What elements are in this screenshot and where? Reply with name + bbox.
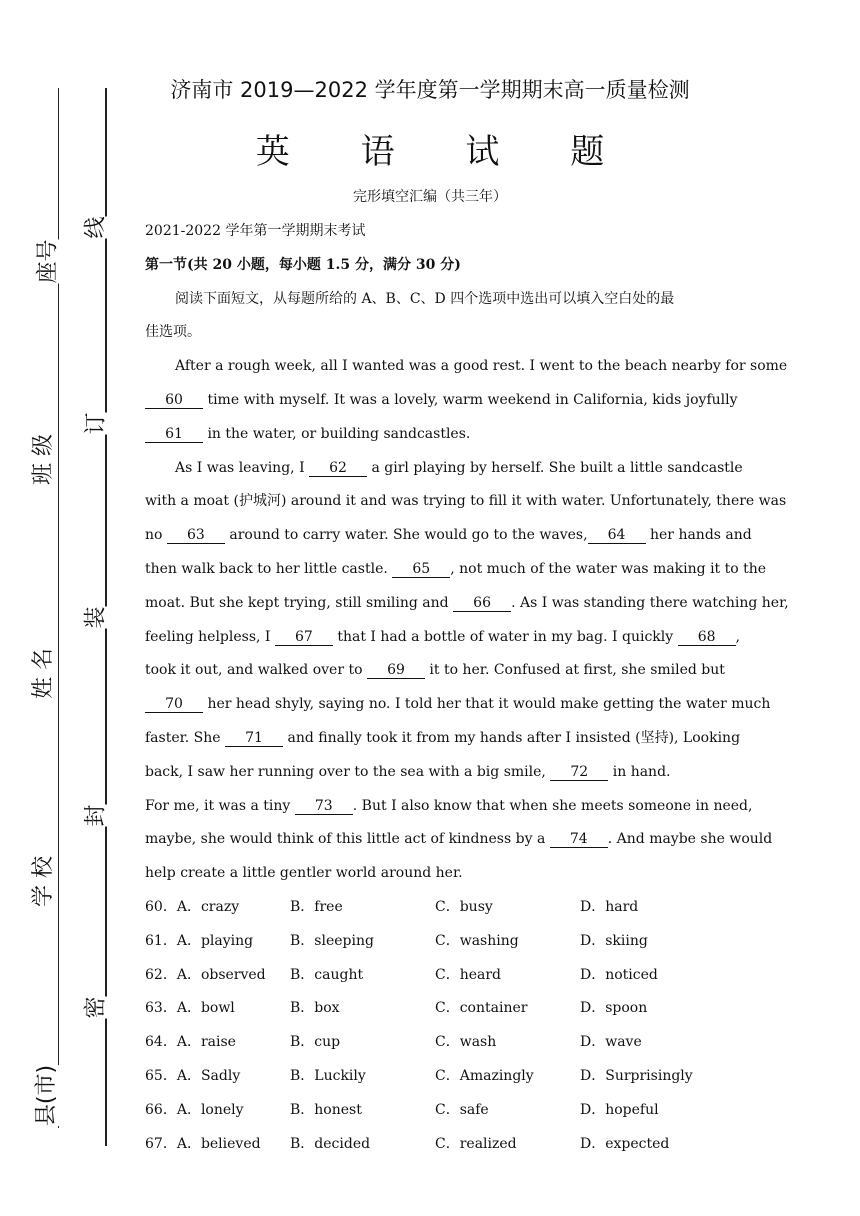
answer-options [145,896,725,1166]
option-a[interactable] [145,930,290,964]
seal-char-feng: 封 [77,804,112,826]
exam-content [145,220,789,1166]
option-text: C．realized [435,1135,517,1152]
option-a[interactable] [145,964,290,998]
option-c[interactable] [435,964,580,998]
answer-blank[interactable]: 65 [392,561,450,578]
option-a[interactable] [145,1031,290,1065]
option-c[interactable] [435,997,580,1031]
option-text: C．heard [435,966,502,983]
field-school: 学 校 [26,856,57,907]
option-text: A．playing [176,932,254,949]
option-c[interactable] [435,930,580,964]
field-class: 班 级 [26,434,57,485]
option-c[interactable] [435,1099,580,1133]
question-options-row [145,1133,725,1167]
option-d[interactable] [580,997,725,1031]
passage-line [145,659,725,693]
option-text: A．bowl [176,1000,235,1017]
passage-line [145,828,773,862]
option-text: B．cup [290,1034,341,1051]
option-b[interactable] [290,1031,435,1065]
passage-text: , not much of the water was making it to the [450,560,767,577]
answer-blank[interactable]: 63 [167,527,225,544]
passage-line [145,727,741,761]
passage-text: no [145,527,167,544]
option-a[interactable] [145,997,290,1031]
option-b[interactable] [290,930,435,964]
passage-line [145,423,725,457]
option-d[interactable] [580,930,725,964]
option-text: A．believed [176,1135,261,1152]
option-b[interactable] [290,896,435,930]
answer-blank[interactable]: 67 [275,629,333,646]
passage-text: help create a little gentler world around her. [145,865,463,882]
option-a[interactable] [145,896,290,930]
passage-text: . But I also know that when she meets someone in need, [352,797,753,814]
passage-text: As I was leaving, I [175,459,310,476]
question-number: 63． [145,1000,177,1017]
option-text: C．Amazingly [435,1067,534,1084]
option-text: A．crazy [176,898,240,915]
passage-text: . And maybe she would [607,831,773,848]
option-c[interactable] [435,896,580,930]
passage-line [145,862,725,896]
passage-line [145,389,738,423]
part-title: 第一节(共 20 小题，每小题 1.5 分，满分 30 分) [145,256,461,273]
passage-line [145,490,787,524]
seal-char-mi: 密 [77,996,112,1018]
option-text: C．busy [435,898,493,915]
passage-text: a girl playing by herself. She built a little sandcastle [367,459,743,476]
passage-text: back, I saw her running over to the sea with a big smile, [145,763,551,780]
option-text: D．hard [580,898,639,915]
passage-text: that I had a bottle of water in my bag. I quickly [332,628,678,645]
option-d[interactable] [580,1099,725,1133]
option-text: B．box [290,1000,340,1017]
option-b[interactable] [290,1099,435,1133]
question-options-row [145,964,725,998]
passage-line [145,626,741,660]
passage-line [145,693,771,727]
instruction-line: 佳选项。 [145,324,201,341]
field-seat-number: 座号 [31,239,62,283]
option-d[interactable] [580,1065,725,1099]
question-number: 66． [145,1101,177,1118]
exam-heading: 济南市 2019—2022 学年度第一学期期末高一质量检测 [170,78,690,102]
option-b[interactable] [290,964,435,998]
option-c[interactable] [435,1031,580,1065]
option-a[interactable] [145,1099,290,1133]
option-c[interactable] [435,1133,580,1167]
option-text: B．honest [290,1101,362,1118]
field-name: 姓 名 [26,648,57,699]
answer-blank[interactable]: 60 [145,392,203,409]
answer-blank[interactable]: 70 [145,696,203,713]
passage-text: in hand. [608,763,671,780]
option-text: C．washing [435,932,519,949]
compilation-subtitle: 完形填空汇编（共三年） [353,189,507,205]
passage-text: in the water, or building sandcastles. [203,425,471,442]
answer-blank[interactable]: 68 [678,629,736,646]
answer-blank[interactable]: 64 [588,527,646,544]
option-text: D．Surprisingly [580,1067,693,1084]
option-text: D．skiing [580,932,648,949]
question-options-row [145,1065,725,1099]
option-b[interactable] [290,1065,435,1099]
passage-line [145,761,725,795]
option-text: B．Luckily [290,1067,366,1084]
passage-text: then walk back to her little castle. [145,560,393,577]
option-text: D．wave [580,1034,642,1051]
answer-blank[interactable]: 71 [225,730,283,747]
passage-text: it to her. Confused at first, she smiled but [424,662,725,679]
option-text: A．raise [176,1034,236,1051]
option-b[interactable] [290,997,435,1031]
passage-text: moat. But she kept trying, still smiling and [145,594,454,611]
passage-text: her head shyly, saying no. I told her that it would make getting the water much [203,696,771,713]
answer-blank[interactable]: 62 [309,460,367,477]
passage-text: time with myself. It was a lovely, warm weekend in California, kids joyfully [203,391,738,408]
passage-text: , [735,628,741,645]
answer-blank[interactable]: 74 [550,831,608,848]
passage-text: maybe, she would think of this little act of kindness by a [145,831,550,848]
passage-line [145,795,753,829]
exam-year-label: 2021-2022 学年第一学期期末考试 [145,223,366,239]
question-number: 65． [145,1067,177,1084]
field-county: 县(市) [29,1065,60,1126]
option-text: D．expected [580,1135,670,1152]
question-number: 67． [145,1135,177,1152]
option-text: A．Sadly [176,1067,241,1084]
question-options-row [145,1099,725,1133]
option-text: C．wash [435,1034,497,1051]
option-b[interactable] [290,1133,435,1167]
question-options-row [145,997,725,1031]
question-options-row [145,1031,725,1065]
passage-text: her hands and [645,527,752,544]
option-d[interactable] [580,896,725,930]
option-text: B．free [290,898,343,915]
option-text: C．safe [435,1101,489,1118]
passage-text: For me, it was a tiny [145,797,295,814]
question-number: 60． [145,898,177,915]
question-number: 64． [145,1034,177,1051]
passage-text: feeling helpless, I [145,628,275,645]
option-text: B．caught [290,966,364,983]
question-number: 61． [145,932,177,949]
answer-blank[interactable]: 72 [550,764,608,781]
passage-text: around to carry water. She would go to the waves, [224,527,588,544]
cloze-passage [145,355,789,896]
passage-text: . As I was standing there watching her, [511,594,789,611]
passage-text: faster. She [145,729,226,746]
option-text: B．decided [290,1135,371,1152]
option-text: D．hopeful [580,1101,659,1118]
option-d[interactable] [580,964,725,998]
option-text: D．noticed [580,966,658,983]
option-text: D．spoon [580,1000,648,1017]
option-d[interactable] [580,1031,725,1065]
answer-blank[interactable]: 66 [453,595,511,612]
instruction-line: 阅读下面短文，从每题所给的 A、B、C、D 四个选项中选出可以填入空白处的最 [175,290,675,307]
answer-blank[interactable]: 69 [367,662,425,679]
option-a[interactable] [145,1133,290,1167]
seal-char-ding: 订 [77,412,112,434]
option-c[interactable] [435,1065,580,1099]
seal-char-zhuang: 装 [77,606,112,628]
option-d[interactable] [580,1133,725,1167]
option-a[interactable] [145,1065,290,1099]
passage-text: After a rough week, all I wanted was a good rest. I went to the beach nearby for some [175,358,788,375]
option-text: C．container [435,1000,528,1017]
passage-line [145,457,743,491]
option-text: A．lonely [176,1101,244,1118]
passage-line [145,355,788,389]
passage-text: and finally took it from my hands after I insisted (坚持), Looking [283,729,741,746]
subject-title: 英 语 试 题 [255,132,635,172]
option-text: B．sleeping [290,932,374,949]
option-text: A．observed [176,966,266,983]
question-number: 62． [145,966,177,983]
passage-line [145,558,767,592]
passage-line [145,524,752,558]
passage-line [145,592,789,626]
answer-blank[interactable]: 61 [145,426,203,443]
passage-text: with a moat (护城河) around it and was trying to fill it with water. Unfortunately, there was [145,493,787,510]
seal-char-xian: 线 [77,216,112,238]
answer-blank[interactable]: 73 [295,798,353,815]
question-options-row [145,896,725,930]
question-options-row [145,930,725,964]
passage-text: took it out, and walked over to [145,662,367,679]
